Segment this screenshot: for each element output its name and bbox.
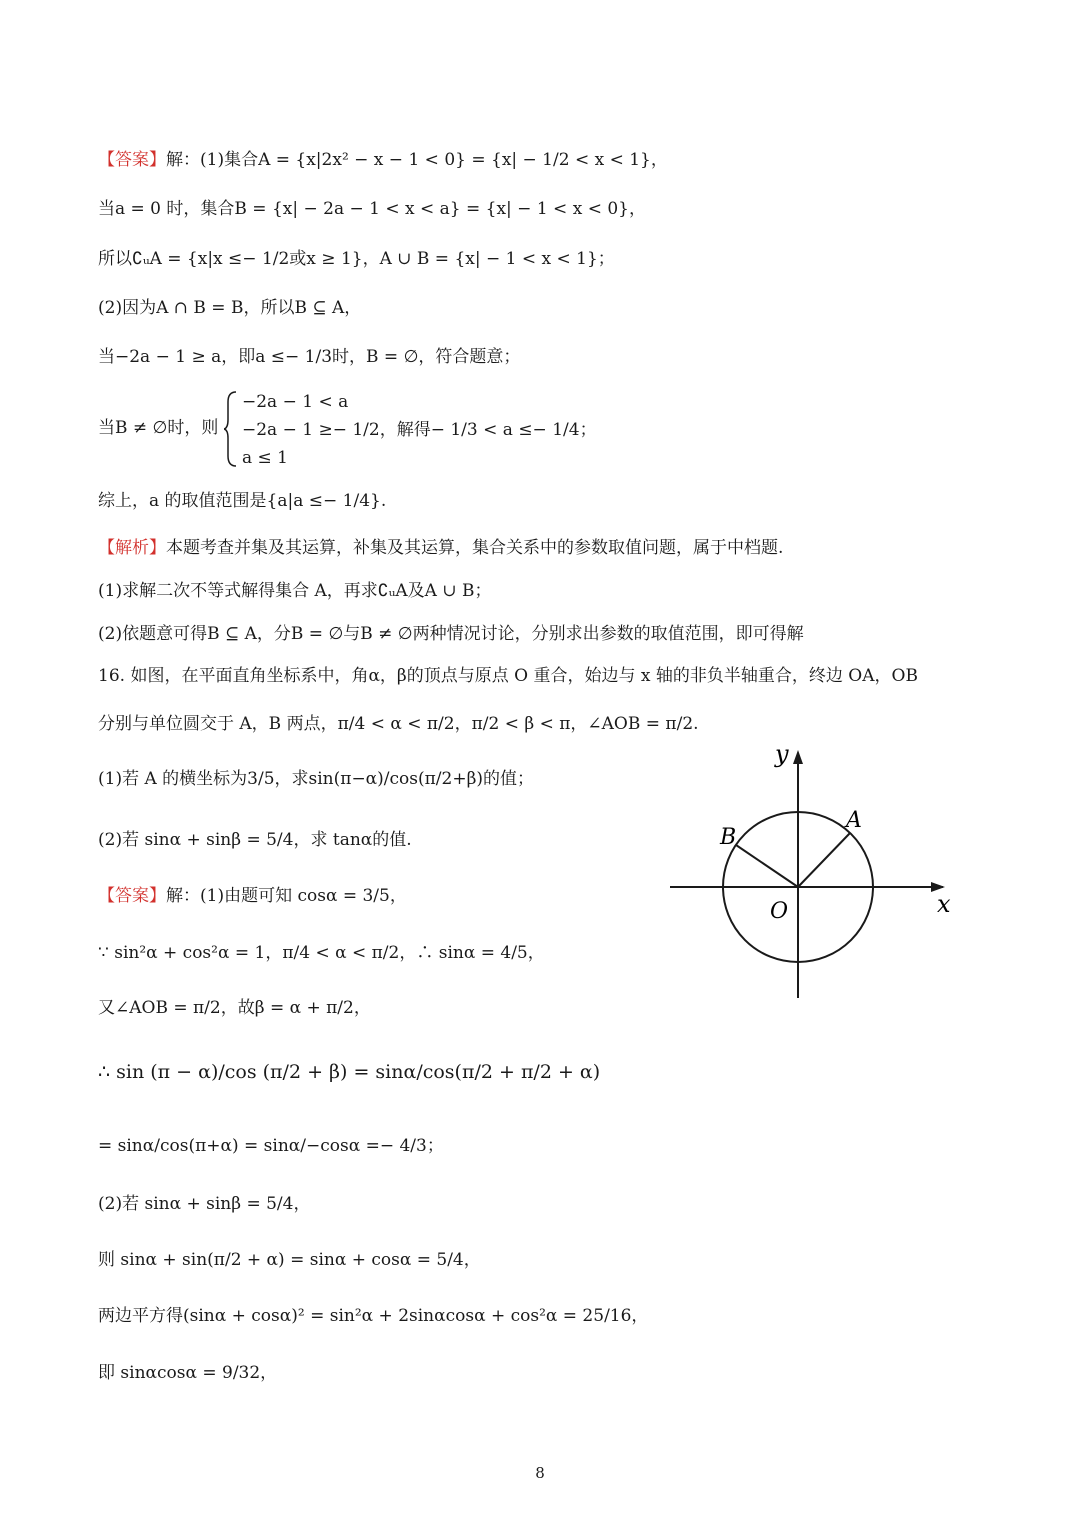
- point-b-label: B: [720, 825, 737, 850]
- ray-oa: [798, 833, 850, 887]
- answer-1-line-4: (2)因为A ∩ B = B，所以B ⊆ A，: [98, 298, 362, 318]
- system-line-1: −2a − 1 < a: [242, 392, 349, 412]
- answer-2-line-5: = sinα/cos(π+α) = sinα/−cosα =− 4/3；: [98, 1136, 444, 1156]
- answer-2-line-7: 则 sinα + sin(π/2 + α) = sinα + cosα = 5/4，: [98, 1250, 481, 1270]
- question-16-line-1: 16. 如图，在平面直角坐标系中，角α，β的顶点与原点 O 重合，始边与 x 轴的非负半轴重合，终边 OA，OB: [98, 666, 918, 686]
- origin-label: O: [770, 899, 789, 924]
- question-16-line-2: 分别与单位圆交于 A，B 两点，π/4 < α < π/2，π/2 < β < π，∠AOB = π/2.: [98, 714, 699, 734]
- system-line-2: −2a − 1 ≥− 1/2，解得− 1/3 < a ≤− 1/4；: [242, 420, 597, 440]
- analysis-line-1: [98, 536, 783, 560]
- question-16-part-1: (1)若 A 的横坐标为3/5，求sin(π−α)/cos(π/2+β)的值；: [98, 769, 535, 789]
- answer-tag: 【答案】: [98, 886, 166, 906]
- text: 解：(1)集合A = {x|2x² − x − 1 < 0} = {x| − 1/2 < x < 1}，: [166, 150, 668, 170]
- answer-2-line-8: 两边平方得(sinα + cosα)² = sin²α + 2sinαcosα + cos²α = 25/16，: [98, 1306, 649, 1326]
- answer-1-line-3: 所以∁ᵤA = {x|x ≤− 1/2或x ≥ 1}，A ∪ B = {x| − 1 < x < 1}；: [98, 249, 615, 269]
- answer-1-line-2: 当a = 0 时，集合B = {x| − 2a − 1 < x < a} = {x| − 1 < x < 0}，: [98, 199, 646, 219]
- y-axis-label: y: [775, 740, 789, 768]
- point-a-label: A: [846, 808, 862, 833]
- answer-2-line-2: ∵ sin²α + cos²α = 1，π/4 < α < π/2，∴ sinα = 4/5，: [98, 943, 545, 963]
- analysis-line-3: (2)依题意可得B ⊆ A，分B = ∅与B ≠ ∅两种情况讨论，分别求出参数的取值范围，即可得解: [98, 624, 804, 644]
- answer-1-line-5: 当−2a − 1 ≥ a，即a ≤− 1/3时，B = ∅，符合题意；: [98, 347, 521, 367]
- answer-1-line-1: [98, 148, 668, 172]
- answer-2-line-3: 又∠AOB = π/2，故β = α + π/2，: [98, 998, 371, 1018]
- y-axis-arrow-icon: [793, 750, 803, 764]
- page-number: 8: [535, 1464, 545, 1482]
- unit-circle-diagram: [665, 740, 965, 1005]
- text: 本题考查并集及其运算，补集及其运算，集合关系中的参数取值问题，属于中档题.: [166, 538, 784, 558]
- answer-2-line-1: [98, 884, 407, 908]
- answer-1-line-6a: 当B ≠ ∅时，则: [98, 418, 219, 438]
- answer-2-line-6: (2)若 sinα + sinβ = 5/4，: [98, 1194, 311, 1214]
- answer-2-line-9: 即 sinαcosα = 9/32，: [98, 1363, 278, 1383]
- x-axis-label: x: [937, 890, 951, 918]
- system-line-3: a ≤ 1: [242, 448, 289, 468]
- brace-icon: [224, 390, 238, 468]
- answer-2-line-4: ∴ sin (π − α)/cos (π/2 + β) = sinα/cos(π/2 + π/2 + α): [98, 1061, 601, 1083]
- answer-1-conclusion: 综上，a 的取值范围是{a|a ≤− 1/4}.: [98, 491, 387, 511]
- ray-ob: [736, 845, 798, 887]
- analysis-line-2: (1)求解二次不等式解得集合 A，再求∁ᵤA及A ∪ B；: [98, 581, 492, 601]
- question-16-part-2: (2)若 sinα + sinβ = 5/4，求 tanα的值.: [98, 830, 412, 850]
- answer-tag: 【答案】: [98, 150, 166, 170]
- text: 解：(1)由题可知 cosα = 3/5，: [166, 886, 407, 906]
- analysis-tag: 【解析】: [98, 538, 166, 558]
